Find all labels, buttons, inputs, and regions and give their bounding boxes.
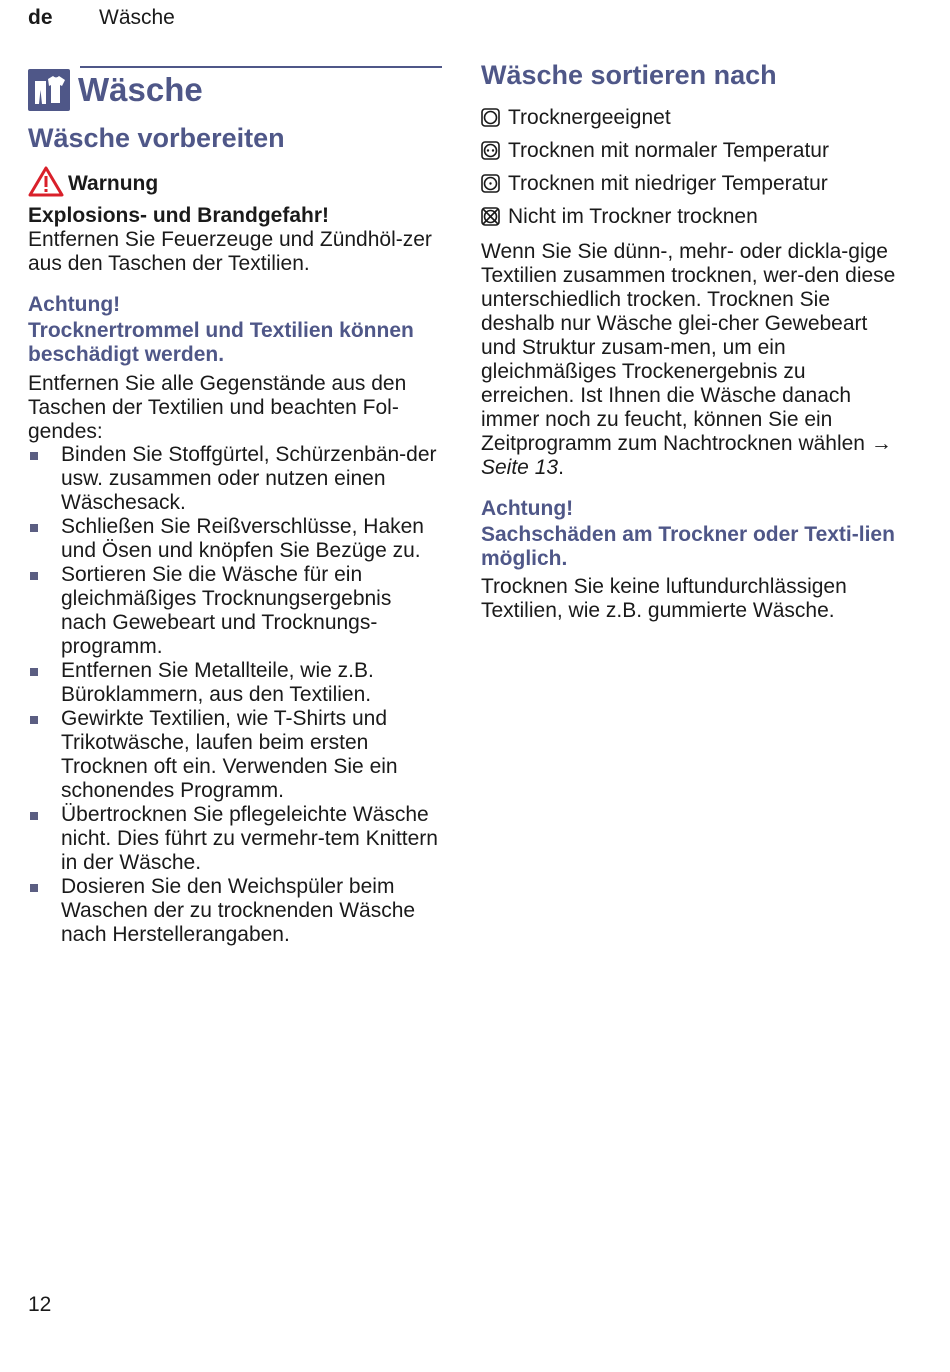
page-reference-arrow: → bbox=[870, 432, 892, 455]
caution-headline: Trocknertrommel und Textilien können beschädigt werden. bbox=[28, 319, 414, 366]
section-heading-sort: Wäsche sortieren nach bbox=[481, 60, 777, 90]
warning-headline: Explosions- und Brandgefahr! bbox=[28, 204, 330, 227]
caution-headline: Sachschäden am Trockner oder Texti-lien möglich. bbox=[481, 523, 895, 570]
sorting-paragraph: Wenn Sie Sie dünn-, mehr- oder dickla-gige Textilien zusammen trocknen, wer-den diese unterschiedlich trocken. Trocknen Sie deshalb nur Wäsche glei-cher Gewebeart und Struktur zusam-men, um ein gleichmäßiges Trockenergebnis zu erreichen. Ist Ihnen die Wäsche danach immer noch zu feucht, können Sie ein Zeitprogramm zum Nachtrocknen wählen → Seite 13. bbox=[481, 240, 896, 479]
tumble-dry-normal-icon bbox=[481, 141, 500, 160]
warning-triangle-icon bbox=[28, 166, 64, 202]
list-item: Schließen Sie Reißverschlüsse, Haken und Ösen und knöpfen Sie Bezüge zu. bbox=[28, 515, 442, 563]
list-item: Binden Sie Stoffgürtel, Schürzenbän-der usw. zusammen oder nutzen einen Wäschesack. bbox=[28, 443, 442, 515]
care-symbol-row: Trocknen mit niedriger Temperatur bbox=[481, 167, 901, 200]
section-heading-prepare: Wäsche vorbereiten bbox=[28, 123, 285, 153]
caution-text: Trocknen Sie keine luftundurchlässigen Textilien, wie z.B. gummierte Wäsche. bbox=[481, 575, 847, 622]
page-reference-link[interactable]: Seite 13 bbox=[481, 456, 559, 479]
caution-block-left bbox=[28, 293, 442, 444]
list-item: Entfernen Sie Metallteile, wie z.B. Büroklammern, aus den Textilien. bbox=[28, 659, 442, 707]
tumble-dry-low-icon bbox=[481, 174, 500, 193]
warning-text: Entfernen Sie Feuerzeuge und Zündhöl-zer aus den Taschen der Textilien. bbox=[28, 228, 432, 275]
page-number: 12 bbox=[28, 1293, 52, 1316]
language-code: de bbox=[28, 6, 53, 29]
list-item: Dosieren Sie den Weichspüler beim Waschen der zu trocknenden Wäsche nach Herstellerangaben. bbox=[28, 875, 442, 947]
list-item: Gewirkte Textilien, wie T-Shirts und Trikotwäsche, laufen beim ersten Trocknen oft ein. Verwenden Sie ein schonendes Programm. bbox=[28, 707, 442, 803]
list-item: Sortieren Sie die Wäsche für ein gleichmäßiges Trocknungsergebnis nach Gewebeart und Trocknungs-programm. bbox=[28, 563, 442, 659]
preparation-list bbox=[28, 443, 442, 947]
care-symbol-row: Trocknen mit normaler Temperatur bbox=[481, 134, 901, 167]
do-not-tumble-dry-icon bbox=[481, 207, 500, 226]
running-header bbox=[28, 6, 175, 30]
care-symbol-row: Nicht im Trockner trocknen bbox=[481, 200, 901, 233]
caution-label: Achtung! bbox=[28, 293, 121, 316]
list-item: Übertrocknen Sie pflegeleichte Wäsche nicht. Dies führt zu vermehr-tem Knittern in der Wäsche. bbox=[28, 803, 442, 875]
tumble-dry-icon bbox=[481, 108, 500, 127]
caution-label: Achtung! bbox=[481, 497, 574, 520]
header-section-title: Wäsche bbox=[99, 6, 175, 29]
caution-block-right bbox=[481, 497, 901, 623]
chapter-title-text: Wäsche bbox=[78, 71, 203, 108]
chapter-title bbox=[28, 68, 203, 112]
laundry-clothes-icon bbox=[28, 69, 70, 111]
caution-text: Entfernen Sie alle Gegenstände aus den Taschen der Textilien und beachten Fol-gendes: bbox=[28, 372, 407, 443]
warning-label: Warnung bbox=[68, 172, 159, 195]
warning-block bbox=[28, 166, 442, 276]
care-symbol-row: Trocknergeeignet bbox=[481, 101, 901, 134]
care-symbol-list bbox=[481, 101, 901, 233]
